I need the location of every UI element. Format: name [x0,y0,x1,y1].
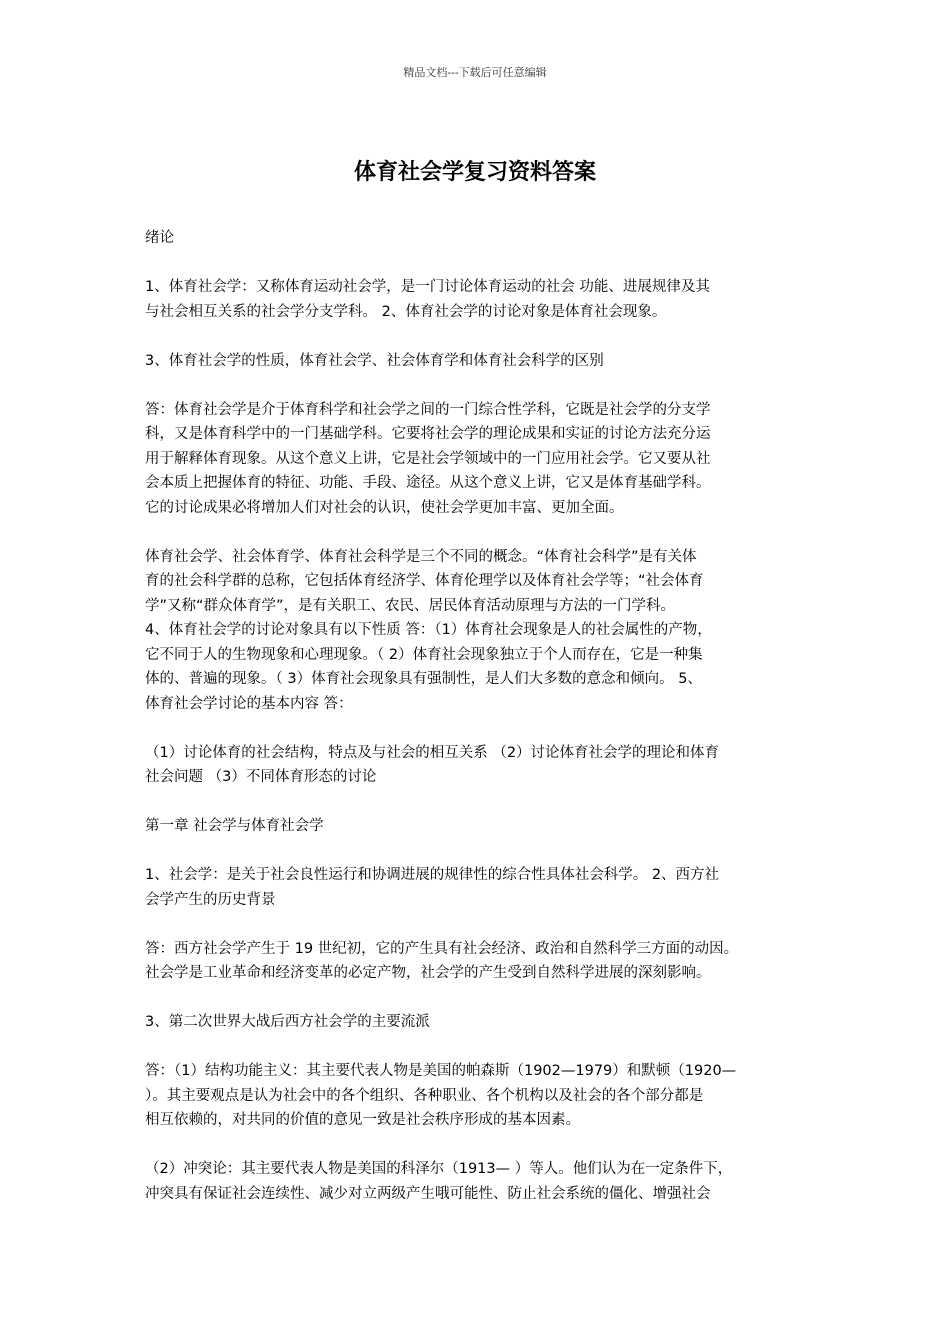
text-line: 会本质上把握体育的特征、功能、手段、途径。从这个意义上讲，它又是体育基础学科。 [145,475,711,491]
text-line: 它的讨论成果必将增加人们对社会的认识，使社会学更加丰富、更加全面。 [145,499,624,516]
page-header-note: 精品文档---下载后可任意编辑 [403,66,547,79]
paragraph [145,863,813,912]
text-line: 用于解释体育现象。从这个意义上讲，它是社会学领域中的一门应用社会学。它又要从社 [145,450,711,467]
paragraph [145,398,813,521]
paragraph [145,226,813,251]
text-line: （2）冲突论：其主要代表人物是美国的科泽尔（1913— ）等人。他们认为在一定条件下， [145,1161,733,1177]
text-line: 会学产生的历史背景 [145,891,276,908]
paragraph [145,937,813,986]
text-line: 答：西方社会学产生于 19 世纪初，它的产生具有社会经济、政治和自然科学三方面的动因。 [145,940,739,957]
text-line: 4、体育社会学的讨论对象具有以下性质 答：（1）体育社会现象是人的社会属性的产物， [145,622,712,638]
text-line: 答：体育社会学是介于体育科学和社会学之间的一门综合性学科，它既是社会学的分支学 [145,401,711,418]
paragraph [145,1157,813,1206]
paragraph [145,741,813,790]
text-line: 相互依赖的，对共同的价值的意见一致是社会秩序形成的基本因素。 [145,1112,580,1128]
text-line: 体育社会学、社会体育学、体育社会科学是三个不同的概念。“体育社会科学”是有关体 [145,548,697,565]
paragraph [145,1010,813,1035]
text-line: 与社会相互关系的社会学分支学科。 2、体育社会学的讨论对象是体育社会现象。 [145,303,667,320]
text-line: 学”又称“群众体育学”，是有关职工、农民、居民体育活动原理与方法的一门学科。 [145,597,676,614]
text-line: 育的社会科学群的总称，它包括体育经济学、体育伦理学以及体育社会学等；“社会体育 [145,573,704,589]
paragraph [145,814,813,839]
paragraph [145,349,813,374]
paragraph [145,1059,813,1133]
text-line: 科，又是体育科学中的一门基础学科。它要将社会学的理论成果和实证的讨论方法充分运 [145,426,711,442]
text-line: 答：（1）结构功能主义：其主要代表人物是美国的帕森斯（1902—1979）和默顿（1920— [145,1063,737,1079]
text-line: 1、社会学：是关于社会良性运行和协调进展的规律性的综合性具体社会科学。 2、西方社 [145,867,720,883]
text-line: 3、第二次世界大战后西方社会学的主要流派 [145,1014,430,1030]
paragraph [145,545,813,717]
paragraph [145,275,813,324]
text-line: 第一章 社会学与体育社会学 [145,818,324,834]
text-line: 它不同于人的生物现象和心理现象。（ 2）体育社会现象独立于个人而存在，它是一种集 [145,646,703,663]
text-line: 体的、普遍的现象。（ 3）体育社会现象具有强制性，是人们大多数的意念和倾向。 5、 [145,671,702,687]
document-body [145,226,813,1231]
text-line: 社会学是工业革命和经济变革的必定产物，社会学的产生受到自然科学进展的深刻影响。 [145,965,711,981]
text-line: 社会问题 （3）不同体育形态的讨论 [145,769,377,785]
text-line: ）。其主要观点是认为社会中的各个组织、各种职业、各个机构以及社会的各个部分都是 [145,1087,704,1104]
text-line: （1）讨论体育的社会结构，特点及与社会的相互关系 （2）讨论体育社会学的理论和体育 [145,744,720,761]
text-line: 1、体育社会学：又称体育运动社会学，是一门讨论体育运动的社会 功能、进展规律及其 [145,279,710,295]
text-line: 体育社会学讨论的基本内容 答： [145,695,353,712]
text-line: 3、体育社会学的性质，体育社会学、社会体育学和体育社会科学的区别 [145,352,604,369]
text-line: 冲突具有保证社会连续性、减少对立两级产生哦可能性、防止社会系统的僵化、增强社会 [145,1185,711,1202]
document-title: 体育社会学复习资料答案 [353,160,596,185]
text-line: 绪论 [145,230,174,246]
